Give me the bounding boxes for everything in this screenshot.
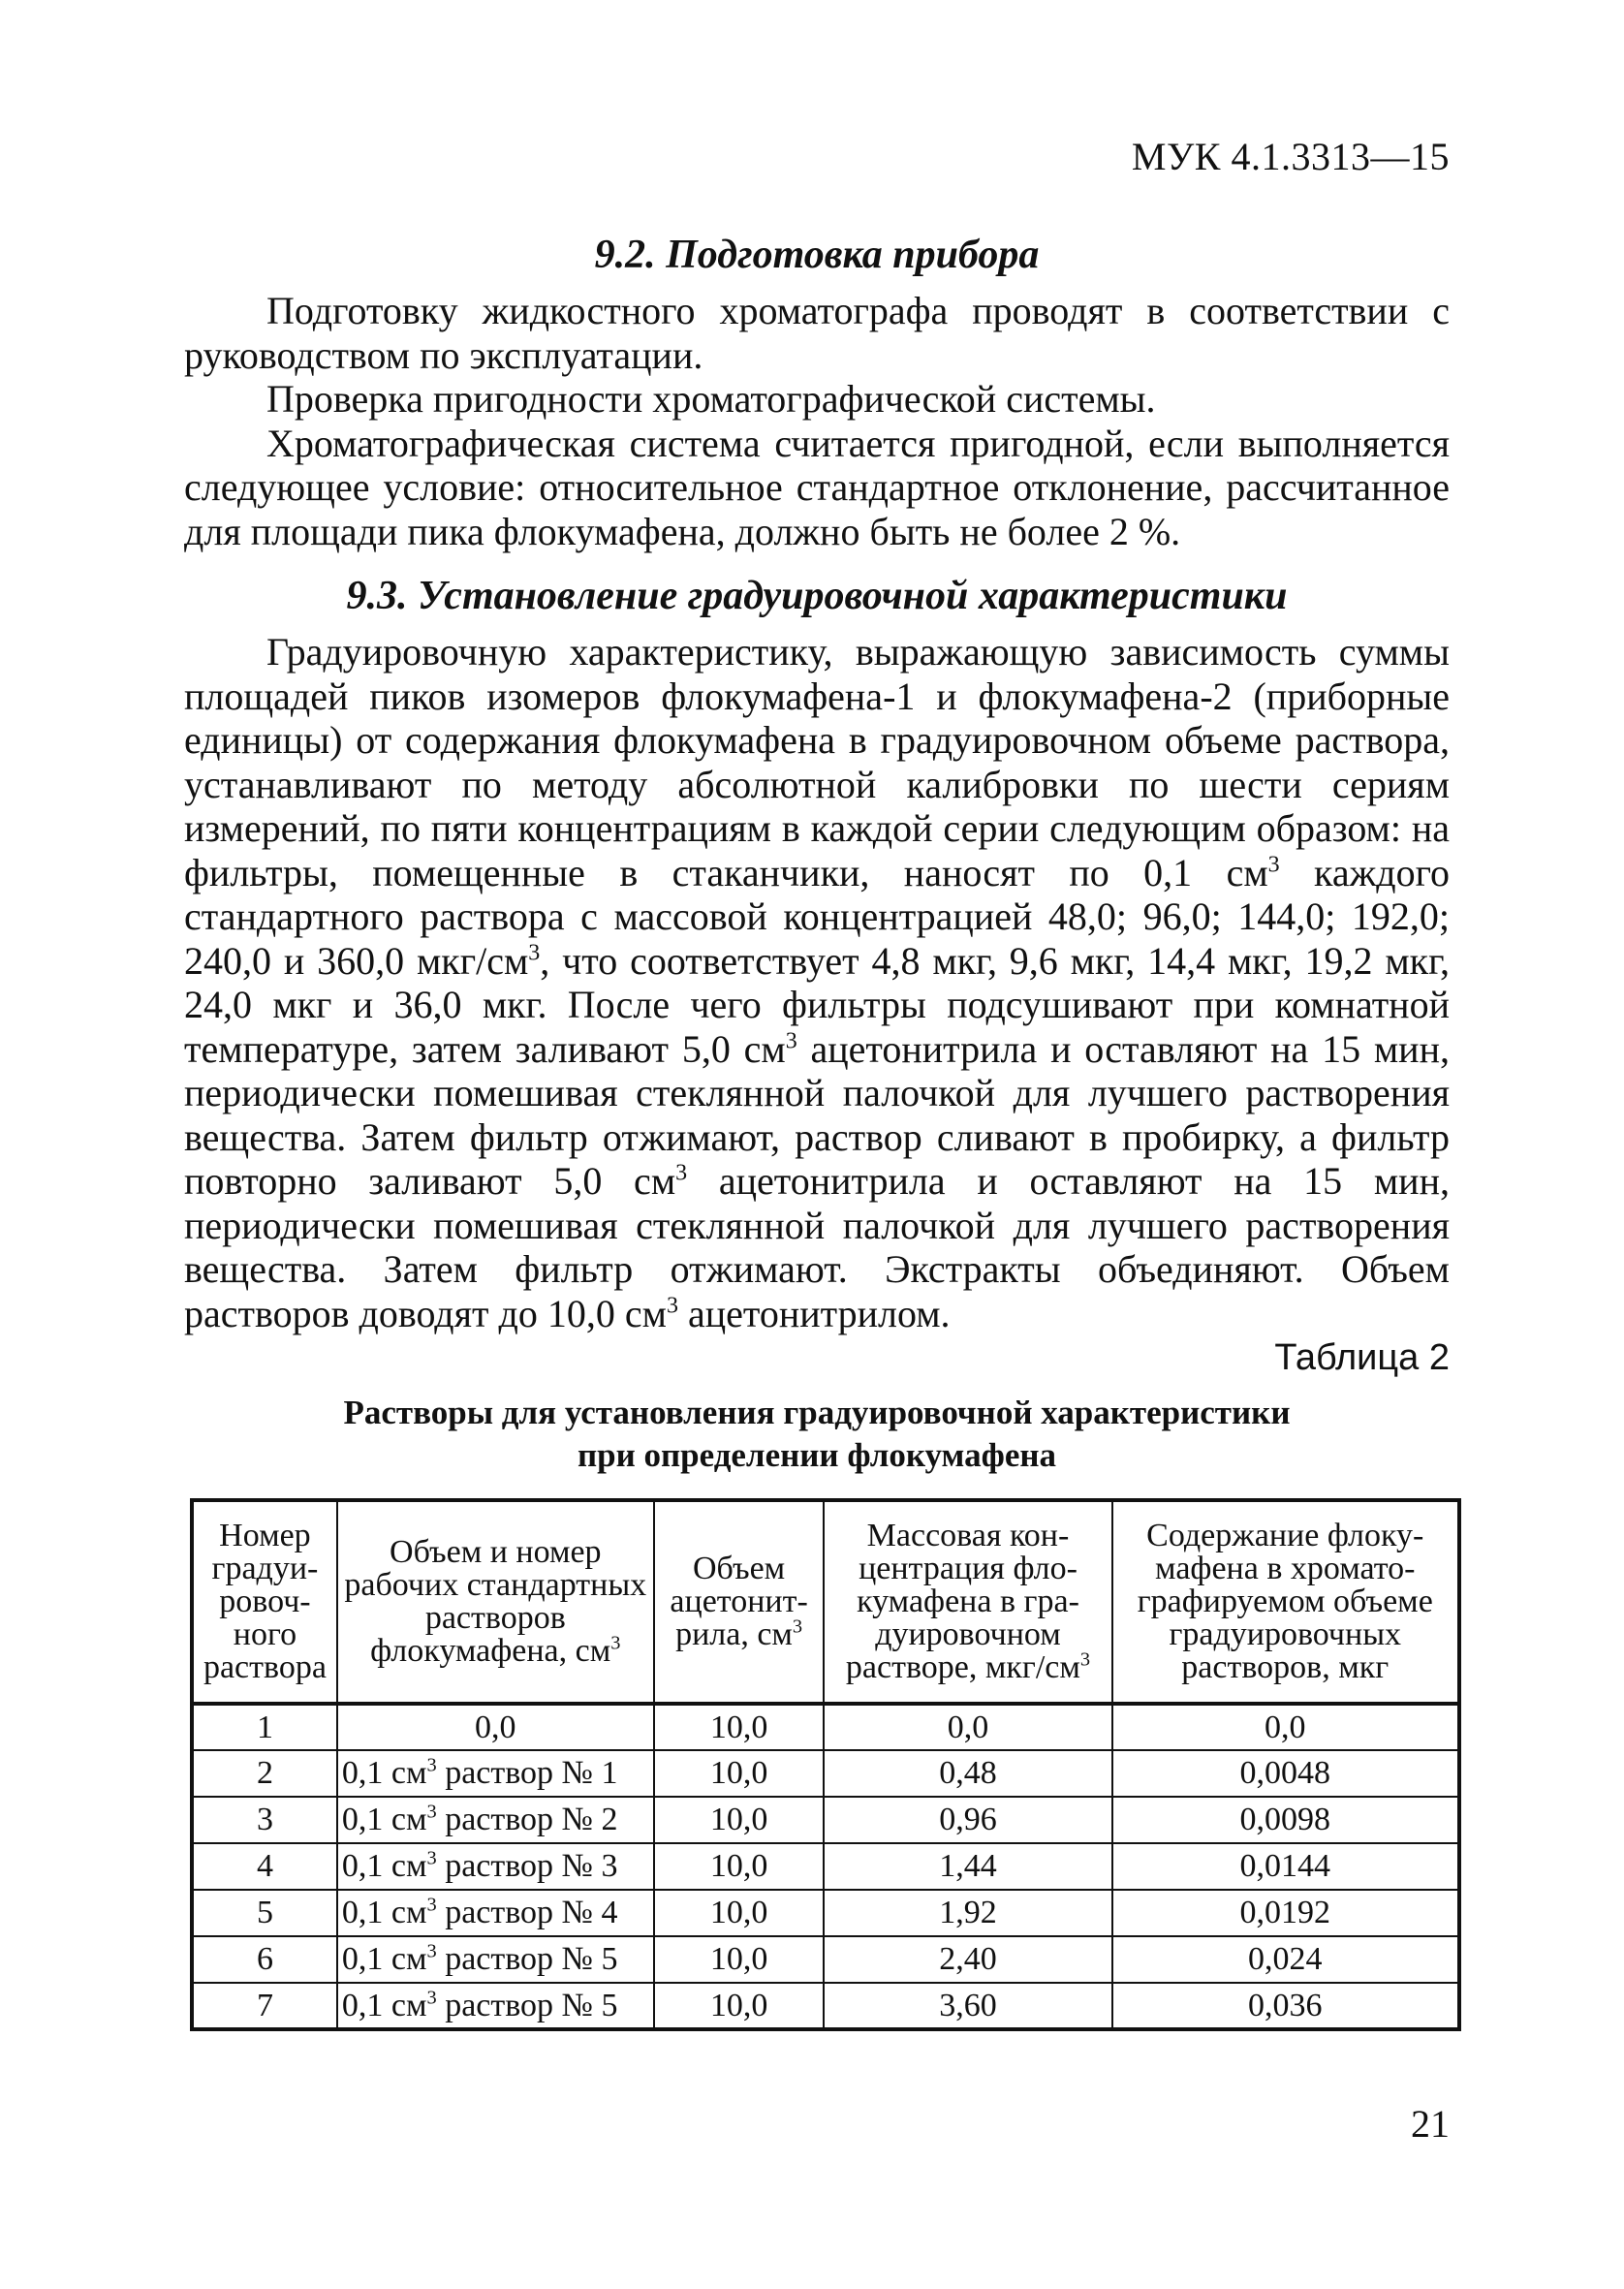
superscript: 3	[426, 1987, 437, 2009]
cell-text: 0,1 см	[341, 1895, 427, 1930]
column-header: Номер градуировочного раствора	[192, 1500, 337, 1704]
paragraph: Подготовку жидкостного хроматографа проводят в соответствии с руководством по эксплуатации.	[184, 289, 1450, 377]
table-label: Таблица 2	[1274, 1337, 1450, 1378]
table-row	[192, 1983, 1459, 2029]
cell-acetonitrile: 10,0	[654, 1797, 825, 1843]
cell-volume	[337, 1797, 654, 1843]
cell-number: 2	[192, 1750, 337, 1797]
cell-acetonitrile: 10,0	[654, 1704, 825, 1750]
cell-concentration: 1,44	[824, 1843, 1111, 1890]
superscript: 3	[426, 1801, 437, 1823]
section-title-9-3: 9.3. Установление градуировочной характеристики	[346, 574, 1288, 618]
column-header	[337, 1500, 654, 1704]
cell-text: 0,1 см	[341, 1987, 427, 2023]
section-title-9-2: 9.2. Подготовка прибора	[594, 233, 1040, 277]
superscript: 3	[785, 1028, 797, 1054]
cell-number: 5	[192, 1890, 337, 1936]
cell-number: 1	[192, 1704, 337, 1750]
cell-content: 0,024	[1112, 1936, 1459, 1983]
column-header: Содержание флокумафена в хроматографируемом объеме градуировочных растворов, мкг	[1112, 1500, 1459, 1704]
table-row	[192, 1936, 1459, 1983]
cell-concentration: 1,92	[824, 1890, 1111, 1936]
superscript: 3	[666, 1293, 678, 1319]
table-caption-line: Растворы для установления градуировочной характеристики	[343, 1394, 1291, 1431]
cell-text: раствор № 5	[436, 1941, 618, 1977]
table-row	[192, 1797, 1459, 1843]
paragraph: Проверка пригодности хроматографической системы.	[266, 377, 1156, 421]
document-code: МУК 4.1.3313—15	[1131, 135, 1450, 178]
cell-volume	[337, 1750, 654, 1797]
cell-text: 0,1 см	[341, 1802, 427, 1837]
paragraph	[184, 630, 1450, 1335]
section-9-2	[184, 229, 1450, 553]
table-row	[192, 1750, 1459, 1797]
cell-acetonitrile: 10,0	[654, 1890, 825, 1936]
page-number: 21	[1411, 2102, 1450, 2146]
text-run: ацетонитрила и оставляют на 15 мин, периодически помешивая стеклянной палочкой для лучшего растворения вещества. Затем фильтр отжимают, раствор сливают в пробирку, а фильтр повторно заливают 5,0 см	[184, 1026, 1450, 1203]
cell-acetonitrile: 10,0	[654, 1750, 825, 1797]
cell-content: 0,0192	[1112, 1890, 1459, 1936]
cell-volume	[337, 1704, 654, 1750]
cell-concentration: 0,0	[824, 1704, 1111, 1750]
cell-content: 0,0	[1112, 1704, 1459, 1750]
cell-text: раствор № 3	[436, 1848, 618, 1884]
text-run: , что соответствует 4,8 мкг, 9,6 мкг, 14,4 мкг, 19,2 мкг, 24,0 мкг и 36,0 мкг. После чего фильтры подсушивают при комнатной температуре, затем заливают 5,0 см	[184, 938, 1450, 1071]
cell-content: 0,0144	[1112, 1843, 1459, 1890]
cell-concentration: 0,48	[824, 1750, 1111, 1797]
cell-volume	[337, 1843, 654, 1890]
cell-volume	[337, 1983, 654, 2029]
column-header	[654, 1500, 825, 1704]
cell-concentration: 2,40	[824, 1936, 1111, 1983]
cell-volume	[337, 1936, 654, 1983]
cell-acetonitrile: 10,0	[654, 1983, 825, 2029]
text-run: каждого стандартного раствора с массовой концентрацией 48,0; 96,0; 144,0; 192,0; 240,0 и 360,0 мкг/см	[184, 850, 1451, 983]
cell-number: 7	[192, 1983, 337, 2029]
cell-text: 0,1 см	[341, 1848, 427, 1884]
table-row	[192, 1704, 1459, 1750]
cell-text: 0,1 см	[341, 1755, 427, 1791]
header-text: Объем ацетонитрила, см	[670, 1551, 808, 1652]
superscript: 3	[792, 1615, 803, 1638]
cell-text: раствор № 1	[436, 1755, 618, 1791]
cell-text: 0,0	[475, 1709, 516, 1745]
cell-text: раствор № 2	[436, 1802, 618, 1837]
cell-number: 3	[192, 1797, 337, 1843]
table-caption-line: при определении флокумафена	[577, 1436, 1057, 1474]
cell-concentration: 3,60	[824, 1983, 1111, 2029]
header-text: Объем и номер рабочих стандартных растворов флокумафена, см	[344, 1534, 647, 1669]
superscript: 3	[426, 1847, 437, 1869]
cell-content: 0,0098	[1112, 1797, 1459, 1843]
cell-volume	[337, 1890, 654, 1936]
cell-acetonitrile: 10,0	[654, 1936, 825, 1983]
cell-concentration: 0,96	[824, 1797, 1111, 1843]
paragraph: Хроматографическая система считается пригодной, если выполняется следующее условие: относительное стандартное отклонение, рассчитанное для площади пика флокумафена, должно быть не более 2 %.	[184, 421, 1450, 553]
superscript: 3	[1079, 1648, 1091, 1671]
section-9-3	[184, 570, 1450, 1335]
superscript: 3	[610, 1632, 621, 1654]
superscript: 3	[426, 1940, 437, 1962]
cell-text: раствор № 5	[436, 1987, 618, 2023]
table-caption	[184, 1392, 1450, 1477]
superscript: 3	[426, 1754, 437, 1776]
cell-acetonitrile: 10,0	[654, 1843, 825, 1890]
superscript: 3	[528, 940, 541, 966]
table-header-row	[192, 1500, 1459, 1704]
superscript: 3	[426, 1894, 437, 1916]
superscript: 3	[675, 1160, 688, 1186]
cell-number: 6	[192, 1936, 337, 1983]
cell-text: раствор № 4	[436, 1895, 618, 1930]
table-row	[192, 1890, 1459, 1936]
cell-content: 0,0048	[1112, 1750, 1459, 1797]
cell-text: 0,1 см	[341, 1941, 427, 1977]
text-run: Градуировочную характеристику, выражающую зависимость суммы площадей пиков изомеров флокумафена-1 и флокумафена-2 (приборные единицы) от содержания флокумафена в градуировочном объеме раствора, устанавливают по методу абсолютной калибровки по шести сериям измерений, по пяти концентрациям в каждой серии следующим образом: на фильтры, помещенные в стаканчики, наносят по 0,1 см	[184, 630, 1450, 894]
text-run: ацетонитрила и оставляют на 15 мин, периодически помешивая стеклянной палочкой для лучшего растворения вещества. Затем фильтр отжимают. Экстракты объединяют. Объем растворов доводят до 10,0 см	[184, 1159, 1450, 1335]
column-header	[824, 1500, 1111, 1704]
calibration-solutions-table	[190, 1498, 1461, 2031]
table-row	[192, 1843, 1459, 1890]
text-run: ацетонитрилом.	[677, 1291, 951, 1335]
header-text: Массовая концентрация флокумафена в градуировочном растворе, мкг/см	[845, 1518, 1080, 1685]
superscript: 3	[1267, 852, 1280, 878]
cell-number: 4	[192, 1843, 337, 1890]
cell-content: 0,036	[1112, 1983, 1459, 2029]
